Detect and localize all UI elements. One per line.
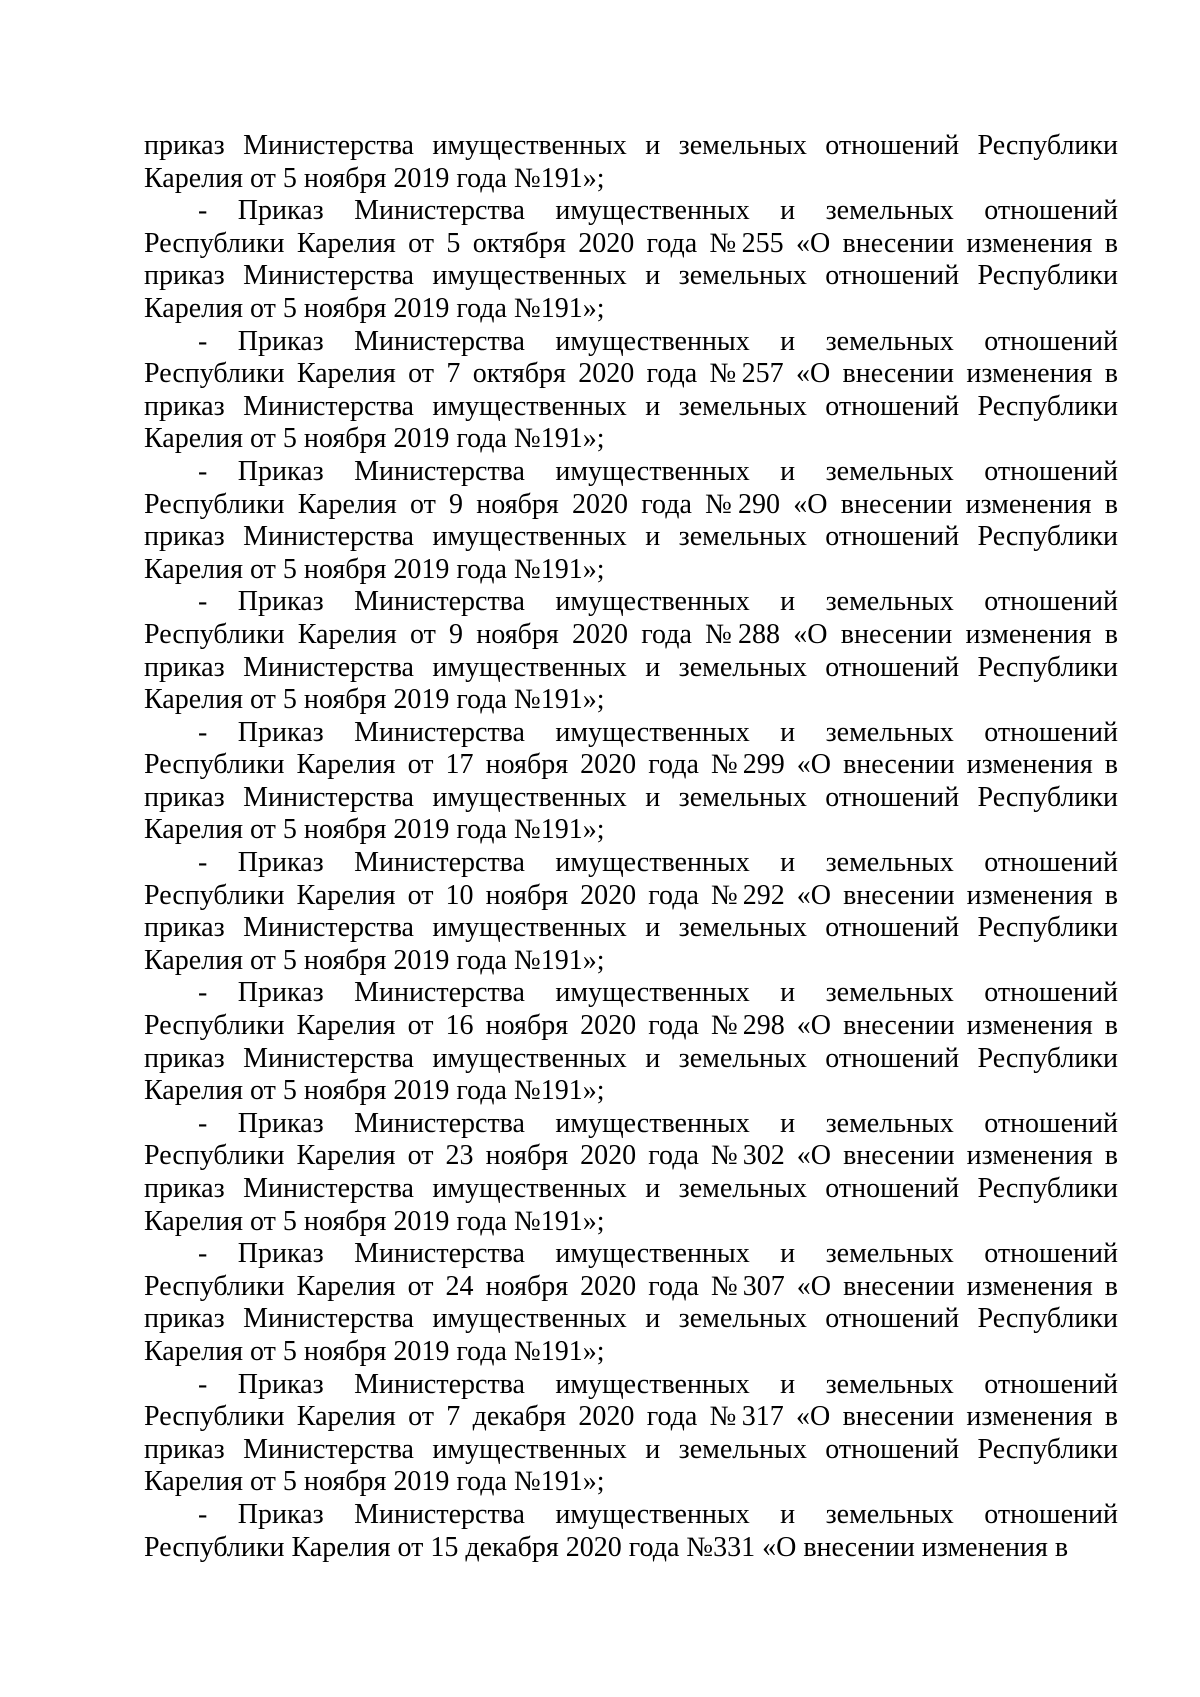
list-item-1: - Приказ Министерства имущественных и земельных отношений Республики Карелия от 5 октября 2020 года №255 «О внесении изменения в приказ Министерства имущественных и земельных отношений Республики Карелия от 5 ноября 2019 года №191»; [144,195,1118,324]
document-body [144,130,1118,1564]
list-item-6: - Приказ Министерства имущественных и земельных отношений Республики Карелия от 10 ноября 2020 года №292 «О внесении изменения в приказ Министерства имущественных и земельных отношений Республики Карелия от 5 ноября 2019 года №191»; [144,847,1118,976]
list-item-5: - Приказ Министерства имущественных и земельных отношений Республики Карелия от 17 ноября 2020 года №299 «О внесении изменения в приказ Министерства имущественных и земельных отношений Республики Карелия от 5 ноября 2019 года №191»; [144,716,1118,846]
list-item-4: - Приказ Министерства имущественных и земельных отношений Республики Карелия от 9 ноября 2020 года №288 «О внесении изменения в приказ Министерства имущественных и земельных отношений Республики Карелия от 5 ноября 2019 года №191»; [144,586,1118,716]
list-item-7: - Приказ Министерства имущественных и земельных отношений Республики Карелия от 16 ноября 2020 года №298 «О внесении изменения в приказ Министерства имущественных и земельных отношений Республики Карелия от 5 ноября 2019 года №191»; [144,977,1118,1107]
list-item-9: - Приказ Министерства имущественных и земельных отношений Республики Карелия от 24 ноября 2020 года №307 «О внесении изменения в приказ Министерства имущественных и земельных отношений Республики Карелия от 5 ноября 2019 года №191»; [144,1238,1118,1367]
list-item-8: - Приказ Министерства имущественных и земельных отношений Республики Карелия от 23 ноября 2020 года №302 «О внесении изменения в приказ Министерства имущественных и земельных отношений Республики Карелия от 5 ноября 2019 года №191»; [144,1107,1118,1237]
list-item-10: - Приказ Министерства имущественных и земельных отношений Республики Карелия от 7 декабря 2020 года №317 «О внесении изменения в приказ Министерства имущественных и земельных отношений Республики Карелия от 5 ноября 2019 года №191»; [144,1368,1118,1498]
opening-fragment: приказ Министерства имущественных и земельных отношений Республики Карелия от 5 ноября 2019 года №191»; [144,130,1118,194]
list-item-11: - Приказ Министерства имущественных и земельных отношений Республики Карелия от 15 декабря 2020 года №331 «О внесении изменения в [144,1498,1118,1563]
list-item-3: - Приказ Министерства имущественных и земельных отношений Республики Карелия от 9 ноября 2020 года №290 «О внесении изменения в приказ Министерства имущественных и земельных отношений Республики Карелия от 5 ноября 2019 года №191»; [144,455,1118,585]
list-item-2: - Приказ Министерства имущественных и земельных отношений Республики Карелия от 7 октября 2020 года №257 «О внесении изменения в приказ Министерства имущественных и земельных отношений Республики Карелия от 5 ноября 2019 года №191»; [144,325,1118,455]
